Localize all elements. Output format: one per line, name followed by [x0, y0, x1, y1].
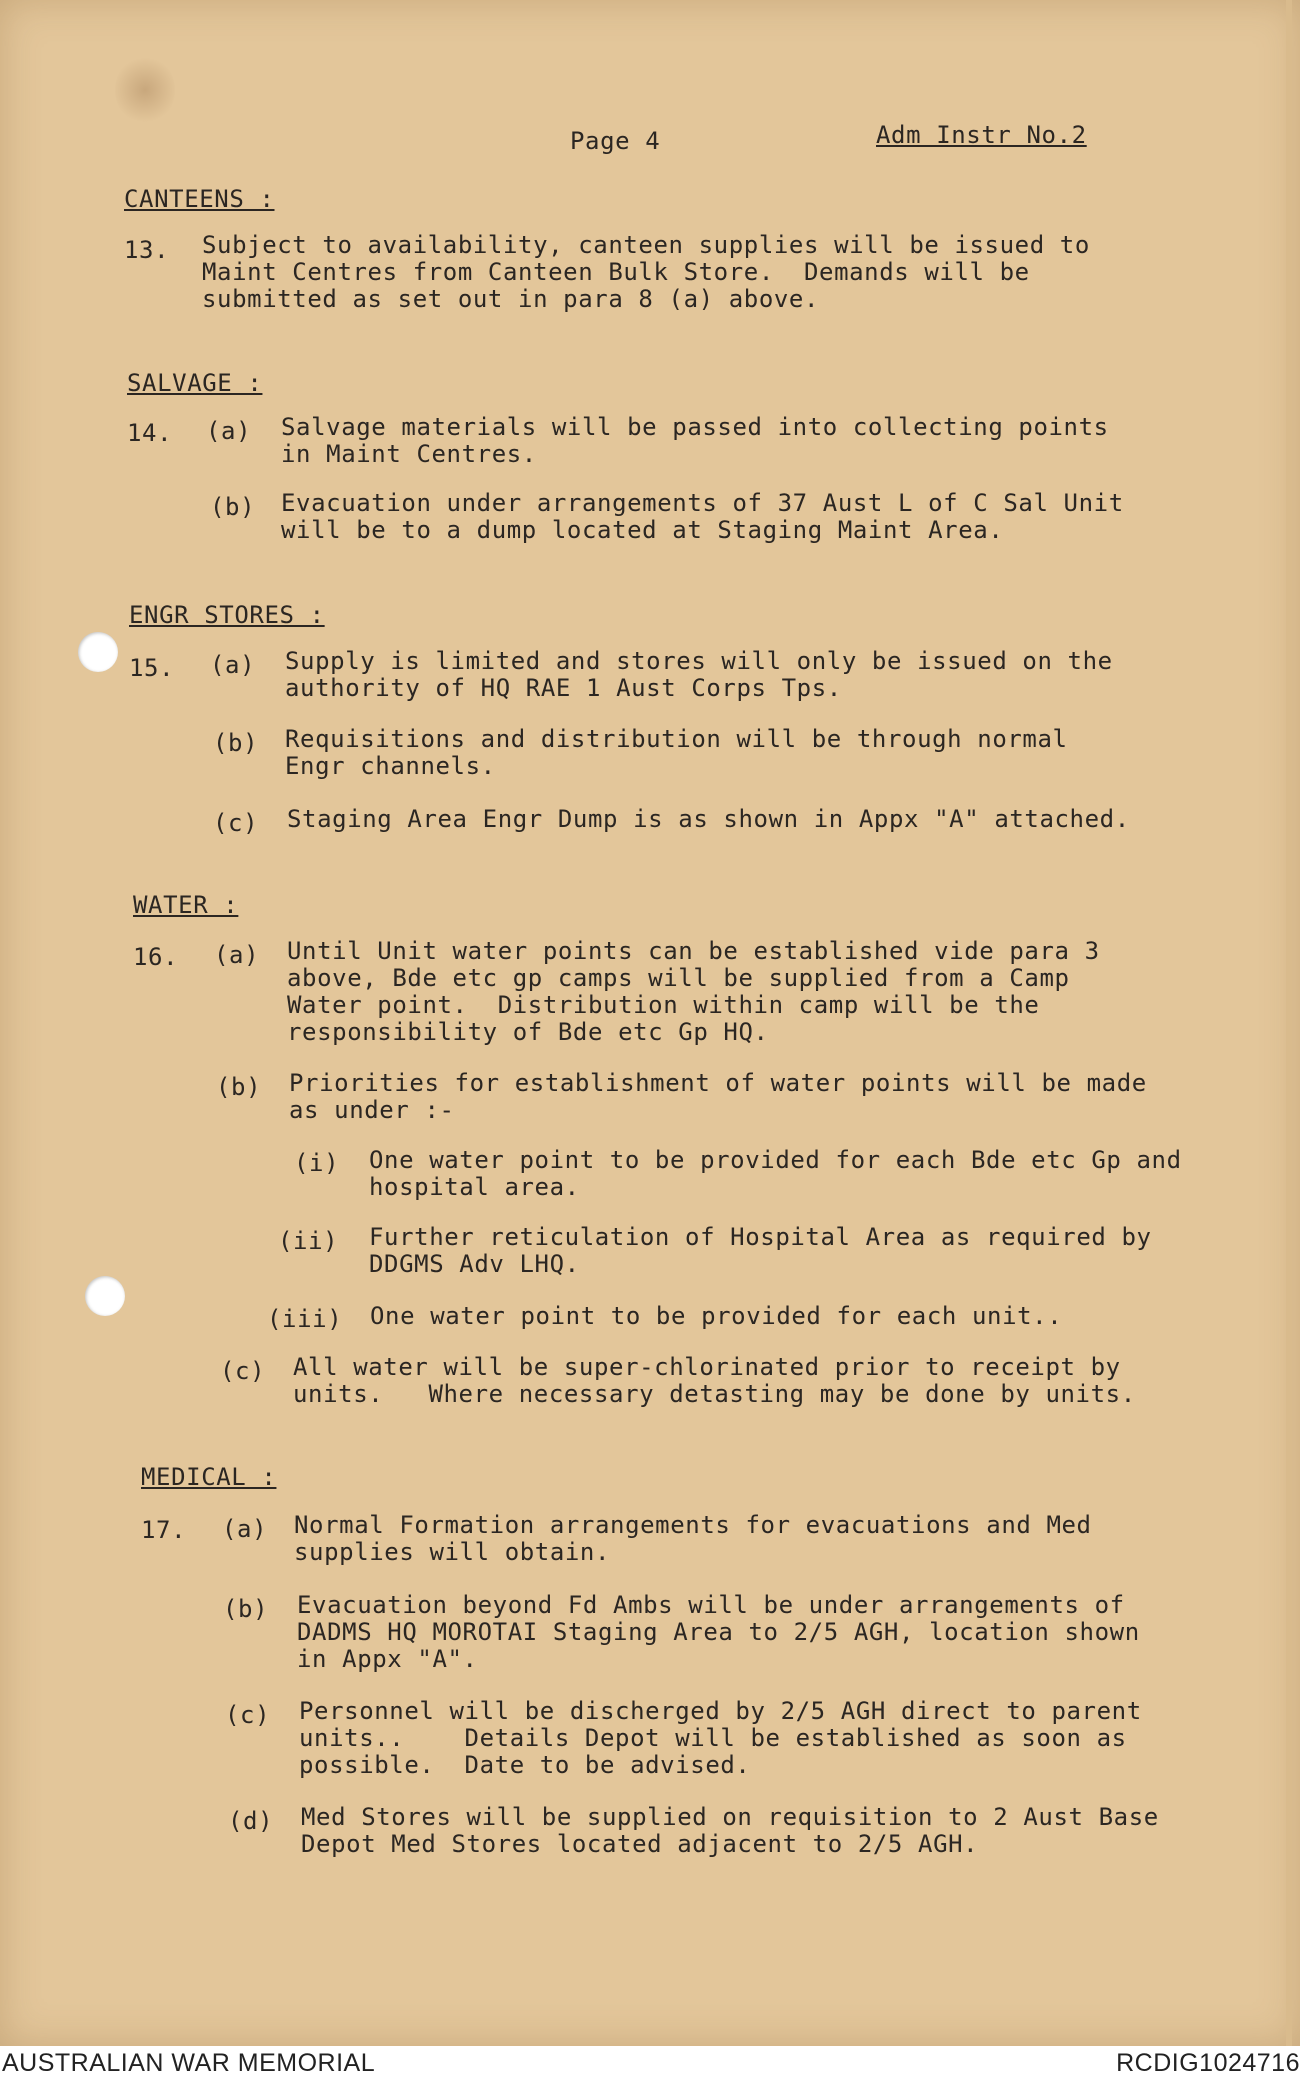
para-line: Until Unit water points can be established vide para 3: [287, 937, 1100, 965]
heading-canteens: CANTEENS :: [124, 185, 275, 213]
para-number: 16.: [133, 943, 179, 971]
para-line: authority of HQ RAE 1 Aust Corps Tps.: [285, 674, 842, 702]
para-line: Med Stores will be supplied on requisition to 2 Aust Base: [301, 1803, 1159, 1831]
sub-label: (c): [225, 1701, 271, 1729]
para-line: Water point. Distribution within camp will be the: [287, 991, 1040, 1019]
sub-label: (b): [210, 493, 256, 521]
para-number: 13.: [124, 236, 170, 264]
para-line: units.. Details Depot will be established as soon as: [299, 1724, 1127, 1752]
para-line: hospital area.: [369, 1173, 580, 1201]
para-line: Subject to availability, canteen supplies will be issued to: [202, 231, 1090, 259]
para-line: Depot Med Stores located adjacent to 2/5 AGH.: [301, 1830, 979, 1858]
footer-institution: AUSTRALIAN WAR MEMORIAL: [2, 2049, 376, 2077]
sub-label: (b): [223, 1595, 269, 1623]
para-line: possible. Date to be advised.: [299, 1751, 751, 1779]
para-line: Requisitions and distribution will be through normal: [285, 725, 1068, 753]
para-line: Maint Centres from Canteen Bulk Store. Demands will be: [202, 258, 1030, 286]
para-line: Priorities for establishment of water points will be made: [289, 1069, 1147, 1097]
sub-label: (d): [228, 1807, 274, 1835]
para-line: as under :-: [289, 1096, 455, 1124]
para-line: Personnel will be discherged by 2/5 AGH direct to parent: [299, 1697, 1142, 1725]
heading-engr-stores: ENGR STORES :: [129, 601, 325, 629]
sub-label: (b): [216, 1073, 262, 1101]
para-line: Normal Formation arrangements for evacuations and Med: [294, 1511, 1092, 1539]
sub-label: (c): [213, 809, 259, 837]
para-line: Staging Area Engr Dump is as shown in Appx "A" attached.: [287, 805, 1130, 833]
sub-label: (b): [213, 729, 259, 757]
paper-edge: [1286, 0, 1292, 2046]
heading-medical: MEDICAL :: [141, 1463, 277, 1491]
sub-label: (a): [206, 417, 252, 445]
para-number: 15.: [129, 654, 175, 682]
para-line: Further reticulation of Hospital Area as required by: [369, 1223, 1152, 1251]
para-line: Evacuation under arrangements of 37 Aust L of C Sal Unit: [281, 489, 1124, 517]
para-line: above, Bde etc gp camps will be supplied from a Camp: [287, 964, 1070, 992]
stain-mark: [115, 55, 175, 125]
para-line: One water point to be provided for each Bde etc Gp and: [369, 1146, 1182, 1174]
para-line: units. Where necessary detasting may be done by units.: [293, 1380, 1136, 1408]
document-reference: Adm Instr No.2: [876, 121, 1087, 149]
sub-label: (iii): [267, 1305, 343, 1333]
sub-label: (ii): [278, 1227, 339, 1255]
para-line: will be to a dump located at Staging Maint Area.: [281, 516, 1004, 544]
sub-label: (i): [294, 1149, 340, 1177]
para-line: Salvage materials will be passed into collecting points: [281, 413, 1109, 441]
sub-label: (a): [210, 651, 256, 679]
para-number: 14.: [127, 419, 173, 447]
punch-hole-bottom: [85, 1276, 125, 1316]
para-line: One water point to be provided for each unit..: [370, 1302, 1063, 1330]
para-line: DDGMS Adv LHQ.: [369, 1250, 580, 1278]
para-line: in Maint Centres.: [281, 440, 537, 468]
footer-catalogue-id: RCDIG1024716: [1116, 2049, 1300, 2077]
para-line: in Appx "A".: [297, 1645, 478, 1673]
sub-label: (a): [222, 1515, 268, 1543]
para-line: responsibility of Bde etc Gp HQ.: [287, 1018, 769, 1046]
para-line: Engr channels.: [285, 752, 496, 780]
punch-hole-top: [78, 632, 118, 672]
para-line: submitted as set out in para 8 (a) above.: [202, 285, 820, 313]
sub-label: (a): [214, 941, 260, 969]
para-line: DADMS HQ MOROTAI Staging Area to 2/5 AGH, location shown: [297, 1618, 1140, 1646]
para-line: Supply is limited and stores will only be issued on the: [285, 647, 1113, 675]
heading-salvage: SALVAGE :: [127, 369, 263, 397]
para-line: All water will be super-chlorinated prior to receipt by: [293, 1353, 1121, 1381]
para-line: supplies will obtain.: [294, 1538, 611, 1566]
heading-water: WATER :: [133, 891, 239, 919]
page-number: Page 4: [570, 127, 661, 155]
para-number: 17.: [141, 1516, 187, 1544]
para-line: Evacuation beyond Fd Ambs will be under arrangements of: [297, 1591, 1125, 1619]
sub-label: (c): [220, 1357, 266, 1385]
